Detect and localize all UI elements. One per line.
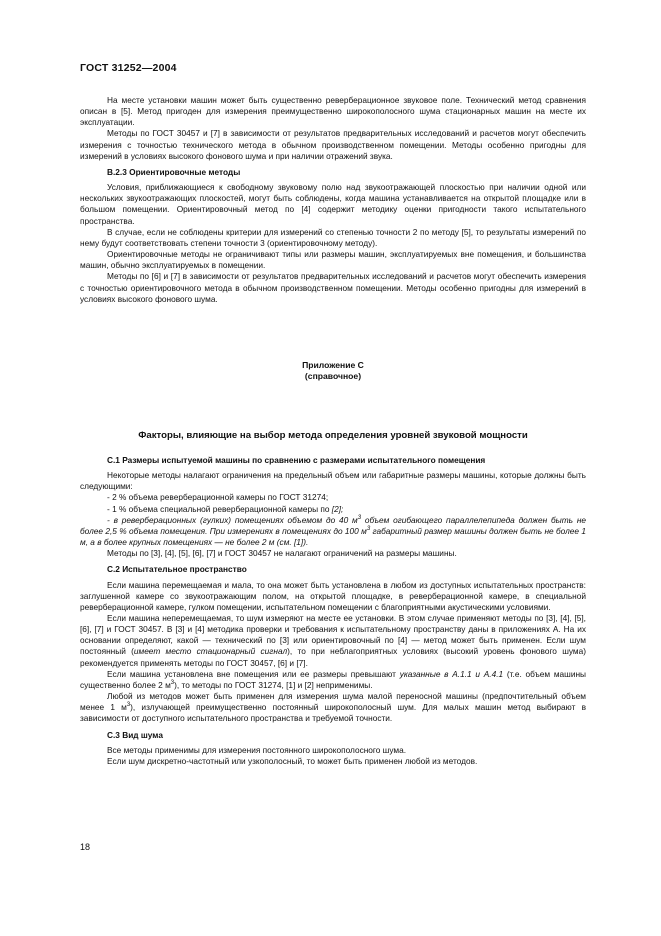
paragraph: Некоторые методы налагают ограничения на предельный объем или габаритные размеры машины, которые должны быть следующими: [80, 470, 586, 492]
section-heading-c1: С.1 Размеры испытуемой машины по сравнению с размерами испытательного помещения [107, 454, 486, 465]
page-content [80, 95, 586, 767]
list-item-italic [80, 515, 586, 548]
paragraph: На месте установки машин может быть существенно реверберационное звуковое поле. Технический метод сравнения описан в [5]. Метод пригоден для измерения преимущественно широкополосного шума стационарных машин на месте их эксплуатации. [80, 95, 586, 128]
paragraph: Методы по [3], [4], [5], [6], [7] и ГОСТ 30457 не налагают ограничений на размеры машины. [107, 548, 457, 559]
text-part: ), излучающей преимущественно постоянный широкополосный шум. Для малых машин метод выбирают в зависимости от доступного испытательного пространства и требуемой точности. [80, 702, 586, 724]
paragraph: В случае, если не соблюдены критерии для измерений со степенью точности 2 по методу [5], то результаты измерений по нему будут соответствовать степени точности 3 (ориентировочному методу). [80, 226, 586, 248]
section-heading-b23: В.2.3 Ориентировочные методы [107, 166, 241, 177]
doc-header-id: ГОСТ 31252—2004 [80, 62, 177, 74]
paragraph: Если машина перемещаемая и мала, то она может быть установлена в любом из доступных испытательных пространств: заглушенной камере со звукоотражающим полом, на открытой площадке, в реверберационной камере, в специальной реверберационной камере, гулком помещении, испытательном помещении с благоприятными акустическими условиями. [80, 579, 586, 612]
list-item [80, 504, 586, 515]
superscript: 3 [126, 702, 131, 709]
paragraph: Ориентировочные методы не ограничивают типы или размеры машин, эксплуатируемых вне помещения, и большинства машин, обычно эксплуатируемых в помещении. [80, 249, 586, 271]
list-item: - 2 % объема реверберационной камеры по ГОСТ 31274; [107, 492, 329, 503]
text-part: Если машина установлена вне помещения или ее размеры превышают [107, 668, 400, 679]
text-part-italic: имеет место стационарный сигнал [133, 646, 288, 657]
superscript: 3 [366, 526, 371, 533]
text-part-italic: указанные в А.1.1 и А.4.1 [399, 668, 504, 679]
paragraph: Все методы применимы для измерения постоянного широкополосного шума. [107, 744, 407, 755]
text-part: ), то методы по ГОСТ 31274, [1] и [2] неприменимы. [174, 679, 373, 690]
paragraph [80, 669, 586, 691]
list-item-ref: [2]; [331, 503, 344, 514]
paragraph: Методы по [6] и [7] в зависимости от результатов предварительных исследований и расчетов могут обеспечить измерения с точностью ориентировочного метода в обычном производственном помещении. Методы особенно пригодны для измерений в условиях высокого фонового шума. [80, 271, 586, 304]
text-part: объем огибающего параллелепипеда должен быть не более 2,5 % объема помещения. При измерениях в помещениях до 100 м [80, 514, 587, 536]
text-part: (т.е. объем машины существенно более 2 м [80, 668, 587, 690]
paragraph: Если шум дискретно-частотный или узкополосный, то может быть применен любой из методов. [107, 755, 478, 766]
text-part: - в реверберационных (гулких) помещениях объемом до 40 м [107, 514, 358, 525]
text-part: габаритный размер машины должен быть не более 1 м, а в более крупных помещениях — не более 2 м (см. [1]). [80, 525, 586, 548]
annex-type: (справочное) [304, 371, 362, 382]
annex-label: Приложение С [302, 359, 364, 370]
section-heading-c3: С.3 Вид шума [107, 729, 163, 740]
paragraph: Условия, приближающиеся к свободному звуковому полю над звукоотражающей плоскостью при наличии одной или нескольких звукоотражающих плоскостей, могут быть соблюдены, когда машина устанавливается на открытой площадке или в большом помещении. Ориентировочный метод по [4] содержит методику оценки пригодности такого испытательного пространства. [80, 182, 586, 226]
text-part: ), то при неблагоприятных условиях (высокий уровень фонового шума) рекомендуется применять методы по ГОСТ 30457, [6] и [7]. [80, 646, 586, 668]
page-number: 18 [80, 842, 91, 852]
text-part: Если машина неперемещаемая, то шум измеряют на месте ее установки. В этом случае применяют методы по [3], [4], [5], [6], [7] и ГОСТ 30457. В [3] и [4] методика проверки и требования к испытательному пространству даны в приложениях А. На их основании определяют, какой — технический по [3] или ориентировочный по [4] — метод может быть применен. Если шум постоянный ( [80, 613, 586, 657]
paragraph [80, 613, 586, 669]
superscript: 3 [170, 680, 175, 687]
superscript: 3 [357, 514, 362, 521]
paragraph: Методы по ГОСТ 30457 и [7] в зависимости от результатов предварительных исследований и расчетов могут обеспечить измерения с точностью технического метода в обычном производственном помещении. Методы особенно пригодны для измерений в условиях высокого фонового шума и при наличии отражений звука. [80, 128, 586, 161]
section-heading-c2: С.2 Испытательное пространство [107, 564, 247, 575]
annex-header [80, 360, 586, 383]
annex-title: Факторы, влияющие на выбор метода определения уровней звуковой мощности [138, 429, 528, 441]
text-part: Любой из методов может быть применен для измерения шума малой переносной машины (предпочтительный объем менее 1 м [80, 691, 586, 713]
list-item-text: - 1 % объема специальной реверберационной камеры по [107, 503, 332, 514]
paragraph [80, 691, 586, 724]
